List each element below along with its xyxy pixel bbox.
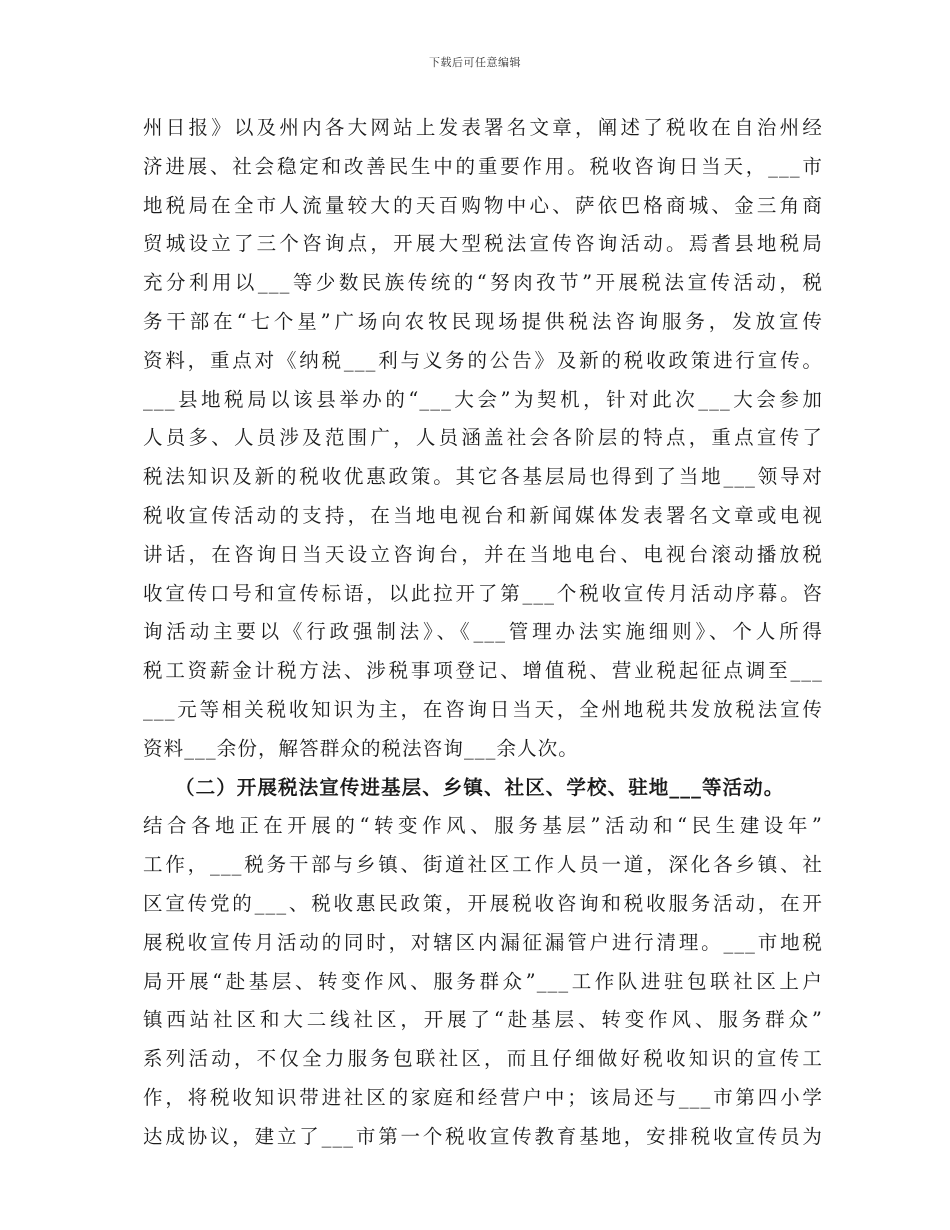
paragraph-end-line: 资料___余份，解答群众的税法咨询___余人次。 (143, 736, 579, 760)
text-line: 达成协议，建立了___市第一个税收宣传教育基地，安排税收宣传员为 (143, 1124, 823, 1148)
page-header: 下载后可任意编辑 (429, 56, 521, 69)
section-heading: （二）开展税法宣传进基层、乡镇、社区、学校、驻地___等活动。 (175, 775, 785, 799)
text-line: 务干部在“七个星”广场向农牧民现场提供税法咨询服务，发放宣传 (143, 309, 823, 333)
text-line: 税工资薪金计税方法、涉税事项登记、增值税、营业税起征点调至___ (143, 659, 823, 683)
text-line: 收宣传口号和宣传标语，以此拉开了第___个税收宣传月活动序幕。咨 (143, 581, 823, 605)
text-line: 作，将税收知识带进社区的家庭和经营户中；该局还与___市第四小学 (143, 1085, 823, 1109)
text-line: 州日报》以及州内各大网站上发表署名文章，阐述了税收在自治州经 (143, 116, 823, 139)
text-line: ___元等相关税收知识为主，在咨询日当天，全州地税共发放税法宣传 (143, 697, 823, 721)
text-line: 地税局在全市人流量较大的天百购物中心、萨依巴格商城、金三角商 (143, 193, 823, 217)
text-line: 资料，重点对《纳税___利与义务的公告》及新的税收政策进行宣传。 (143, 348, 823, 372)
text-line: 展税收宣传月活动的同时，对辖区内漏征漏管户进行清理。___市地税 (143, 930, 823, 954)
text-line: 镇西站社区和大二线社区，开展了“赴基层、转变作风、服务群众” (143, 1008, 823, 1032)
text-line: 局开展“赴基层、转变作风、服务群众”___工作队进驻包联社区上户 (143, 969, 823, 993)
text-line: 结合各地正在开展的“转变作风、服务基层”活动和“民生建设年” (143, 814, 823, 838)
text-line: 询活动主要以《行政强制法》、《___管理办法实施细则》、个人所得 (143, 620, 823, 644)
text-line: 人员多、人员涉及范围广，人员涵盖社会各阶层的特点，重点宣传了 (143, 426, 823, 450)
text-line: 济进展、社会稳定和改善民生中的重要作用。税收咨询日当天，___市 (143, 154, 823, 178)
text-line: 税法知识及新的税收优惠政策。其它各基层局也得到了当地___领导对 (143, 465, 823, 489)
text-line: 讲话，在咨询日当天设立咨询台，并在当地电台、电视台滚动播放税 (143, 542, 823, 566)
text-line: 贸城设立了三个咨询点，开展大型税法宣传咨询活动。焉耆县地税局 (143, 232, 823, 256)
text-line: 充分利用以___等少数民族传统的“努肉孜节”开展税法宣传活动，税 (143, 271, 823, 295)
text-line: 区宣传党的___、税收惠民政策，开展税收咨询和税收服务活动，在开 (143, 891, 823, 915)
text-line: 税收宣传活动的支持，在当地电视台和新闻媒体发表署名文章或电视 (143, 503, 823, 527)
text-line: 系列活动，不仅全力服务包联社区，而且仔细做好税收知识的宣传工 (143, 1047, 823, 1071)
document-body (143, 109, 823, 1157)
text-line: 工作，___税务干部与乡镇、街道社区工作人员一道，深化各乡镇、社 (143, 853, 823, 877)
text-line: ___县地税局以该县举办的“___大会”为契机，针对此次___大会参加 (143, 387, 823, 411)
